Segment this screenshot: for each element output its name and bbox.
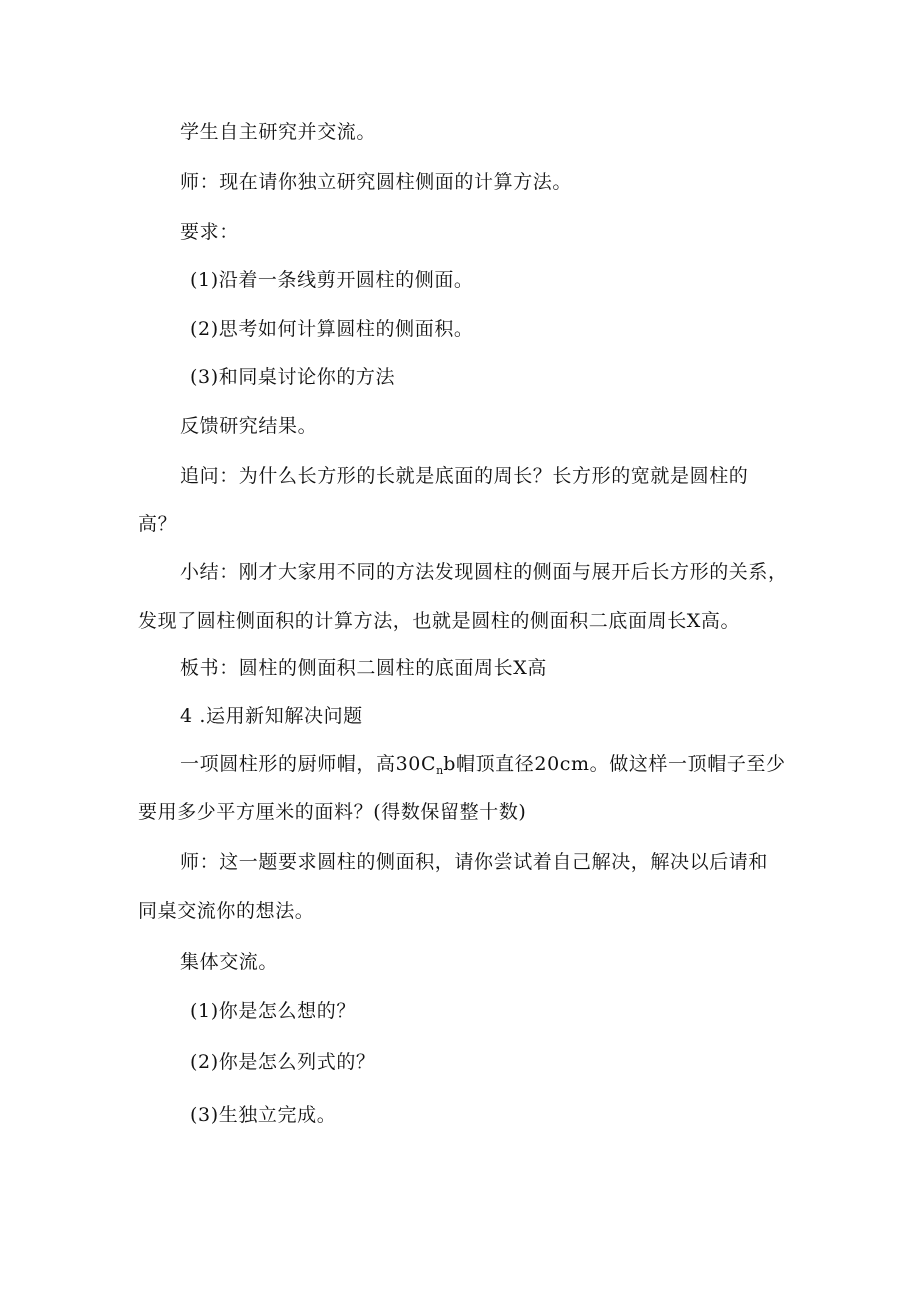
- problem-text-after: b帽顶直径20cm。做这样一顶帽子至少: [443, 753, 786, 775]
- discussion-item-1: (1)你是怎么想的？: [190, 1000, 356, 1022]
- discussion-item-3: (3)生独立完成。: [190, 1104, 337, 1126]
- paragraph-teacher-problem-instruction: 师：这一题要求圆柱的侧面积，请你尝试着自己解决，解决以后请和: [180, 851, 769, 873]
- paragraph-follow-up-question-continued: 高？: [138, 513, 178, 535]
- problem-text-before: 一项圆柱形的厨师帽，高30C: [180, 753, 437, 775]
- problem-text-subscript: n: [436, 764, 444, 777]
- requirement-item-3: (3)和同桌讨论你的方法: [190, 366, 396, 388]
- paragraph-problem-statement: [180, 752, 786, 783]
- requirement-item-1: (1)沿着一条线剪开圆柱的侧面。: [190, 269, 474, 291]
- paragraph-group-discussion: 集体交流。: [180, 951, 279, 973]
- paragraph-summary-continued: 发现了圆柱侧面积的计算方法，也就是圆柱的侧面积二底面周长X高。: [138, 610, 741, 632]
- paragraph-requirements-heading: 要求：: [180, 221, 239, 243]
- section-heading-apply-knowledge: 4 .运用新知解决问题: [180, 705, 363, 727]
- paragraph-follow-up-question: 追问：为什么长方形的长就是底面的周长？长方形的宽就是圆柱的: [180, 465, 749, 487]
- paragraph-problem-statement-continued: 要用多少平方厘米的面料？(得数保留整十数): [138, 801, 527, 823]
- discussion-item-2: (2)你是怎么列式的？: [190, 1051, 376, 1073]
- paragraph-student-research: 学生自主研究并交流。: [180, 121, 377, 143]
- requirement-item-2: (2)思考如何计算圆柱的侧面积。: [190, 318, 474, 340]
- paragraph-teacher-instruction: 师：现在请你独立研究圆柱侧面的计算方法。: [180, 171, 573, 193]
- paragraph-feedback: 反馈研究结果。: [180, 415, 318, 437]
- paragraph-board-writing: 板书：圆柱的侧面积二圆柱的底面周长X高: [180, 657, 547, 679]
- paragraph-teacher-problem-instruction-continued: 同桌交流你的想法。: [138, 900, 315, 922]
- paragraph-summary: 小结：刚才大家用不同的方法发现圆柱的侧面与展开后长方形的关系，: [180, 561, 788, 583]
